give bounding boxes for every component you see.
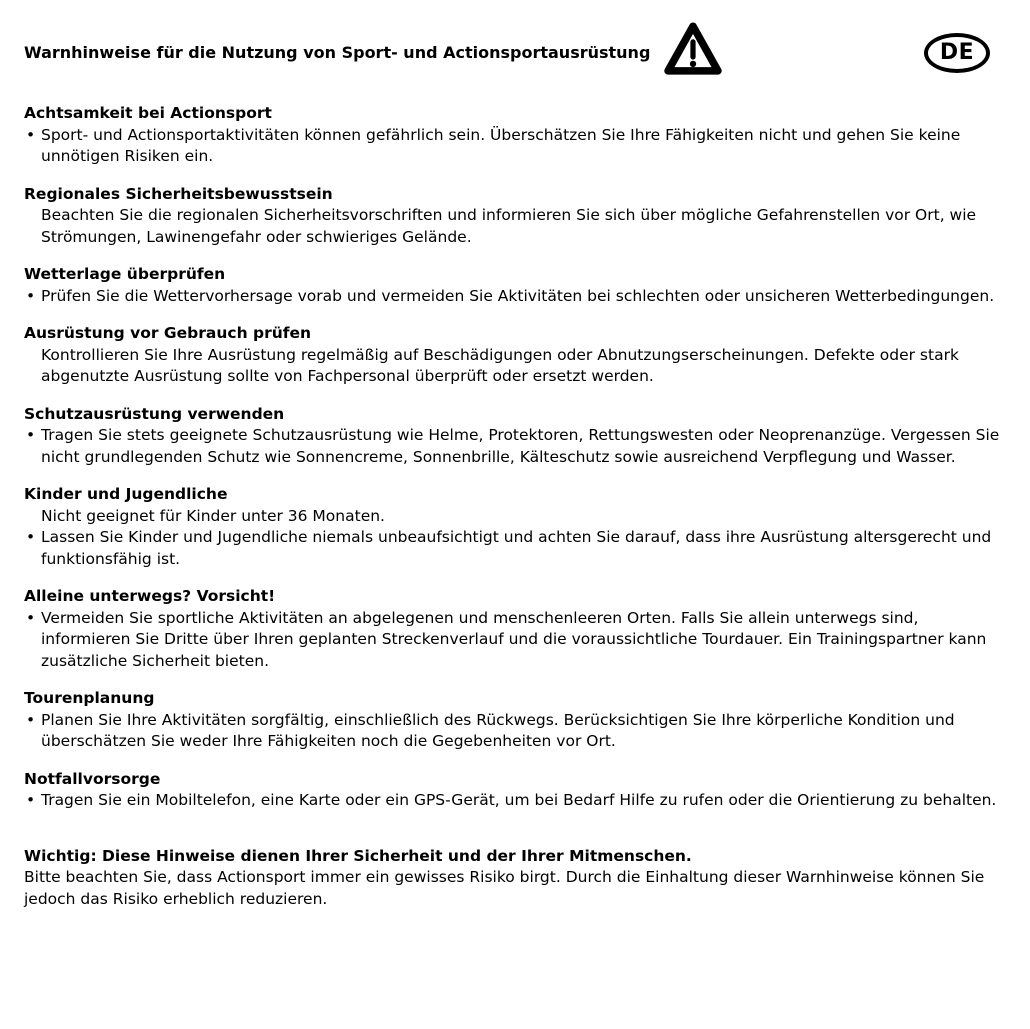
section-heading: Notfallvorsorge	[24, 769, 161, 788]
footer-important-line: Wichtig: Diese Hinweise dienen Ihrer Sicherheit und der Ihrer Mitmenschen.	[24, 846, 692, 865]
section-heading: Tourenplanung	[24, 689, 155, 707]
section-schutzausruestung	[24, 404, 1006, 469]
list-item: • Sport- und Actionsportaktivitäten können gefährlich sein. Überschätzen Sie Ihre Fähigkeiten nicht und gehen Sie keine unnötigen Risiken ein.	[24, 125, 1004, 168]
section-heading: Schutzausrüstung verwenden	[24, 404, 285, 423]
document-body	[24, 103, 1006, 812]
section-heading: Regionales Sicherheitsbewusstsein	[24, 184, 333, 203]
page-title: Warnhinweise für die Nutzung von Sport- und Actionsportausrüstung	[24, 43, 651, 62]
section-heading: Achtsamkeit bei Actionsport	[24, 104, 272, 122]
section-tourenplanung	[24, 688, 1006, 753]
section-alleine	[24, 586, 1006, 672]
document-footer	[24, 846, 1004, 911]
list-item: • Tragen Sie stets geeignete Schutzausrüstung wie Helme, Protektoren, Rettungswesten oder Neoprenanzüge. Vergessen Sie nicht grundlegenden Schutz wie Sonnencreme, Sonnenbrille, Kälteschutz sowie ausreichend Verpflegung und Wasser.	[24, 425, 1004, 468]
list-item: • Tragen Sie ein Mobiltelefon, eine Karte oder ein GPS-Gerät, um bei Bedarf Hilfe zu rufen oder die Orientierung zu behalten.	[24, 790, 1004, 812]
section-heading: Kinder und Jugendliche	[24, 485, 228, 503]
list-item: Nicht geeignet für Kinder unter 36 Monaten.	[41, 506, 385, 525]
section-regionales	[24, 184, 1006, 249]
section-ausruestung	[24, 323, 1006, 388]
section-notfallvorsorge	[24, 769, 1006, 812]
list-item: Kontrollieren Sie Ihre Ausrüstung regelmäßig auf Beschädigungen oder Abnutzungserscheinungen. Defekte oder stark abgenutzte Ausrüstung sollte von Fachpersonal überprüft oder ersetzt werden.	[41, 345, 959, 385]
language-badge: DE	[924, 33, 990, 73]
warning-triangle-icon	[664, 20, 722, 87]
section-kinder	[24, 484, 1006, 570]
list-item: • Lassen Sie Kinder und Jugendliche niemals unbeaufsichtigt und achten Sie darauf, dass ihre Ausrüstung altersgerecht und funktionsfähig ist.	[24, 527, 1004, 570]
section-heading: Ausrüstung vor Gebrauch prüfen	[24, 324, 312, 342]
section-wetterlage	[24, 264, 1006, 307]
document-header	[24, 16, 1006, 90]
list-item: • Vermeiden Sie sportliche Aktivitäten an abgelegenen und menschenleeren Orten. Falls Sie allein unterwegs sind, informieren Sie Dritte über Ihren geplanten Streckenverlauf und die voraussichtliche Tourdauer. Ein Trainingspartner kann zusätzliche Sicherheit bieten.	[24, 608, 1004, 673]
section-achtsamkeit	[24, 103, 1006, 168]
list-item: • Prüfen Sie die Wettervorhersage vorab und vermeiden Sie Aktivitäten bei schlechten oder unsicheren Wetterbedingungen.	[24, 286, 1004, 308]
footer-text: Bitte beachten Sie, dass Actionsport immer ein gewisses Risiko birgt. Durch die Einhaltung dieser Warnhinweise können Sie jedoch das Risiko erheblich reduzieren.	[24, 868, 985, 908]
list-item: Beachten Sie die regionalen Sicherheitsvorschriften und informieren Sie sich über mögliche Gefahrenstellen vor Ort, wie Strömungen, Lawinengefahr oder schwieriges Gelände.	[41, 206, 977, 246]
list-item: • Planen Sie Ihre Aktivitäten sorgfältig, einschließlich des Rückwegs. Berücksichtigen Sie Ihre körperliche Kondition und überschätzen Sie weder Ihre Fähigkeiten noch die Gegebenheiten vor Ort.	[24, 710, 1004, 753]
section-heading: Alleine unterwegs? Vorsicht!	[24, 587, 276, 605]
section-heading: Wetterlage überprüfen	[24, 265, 226, 283]
